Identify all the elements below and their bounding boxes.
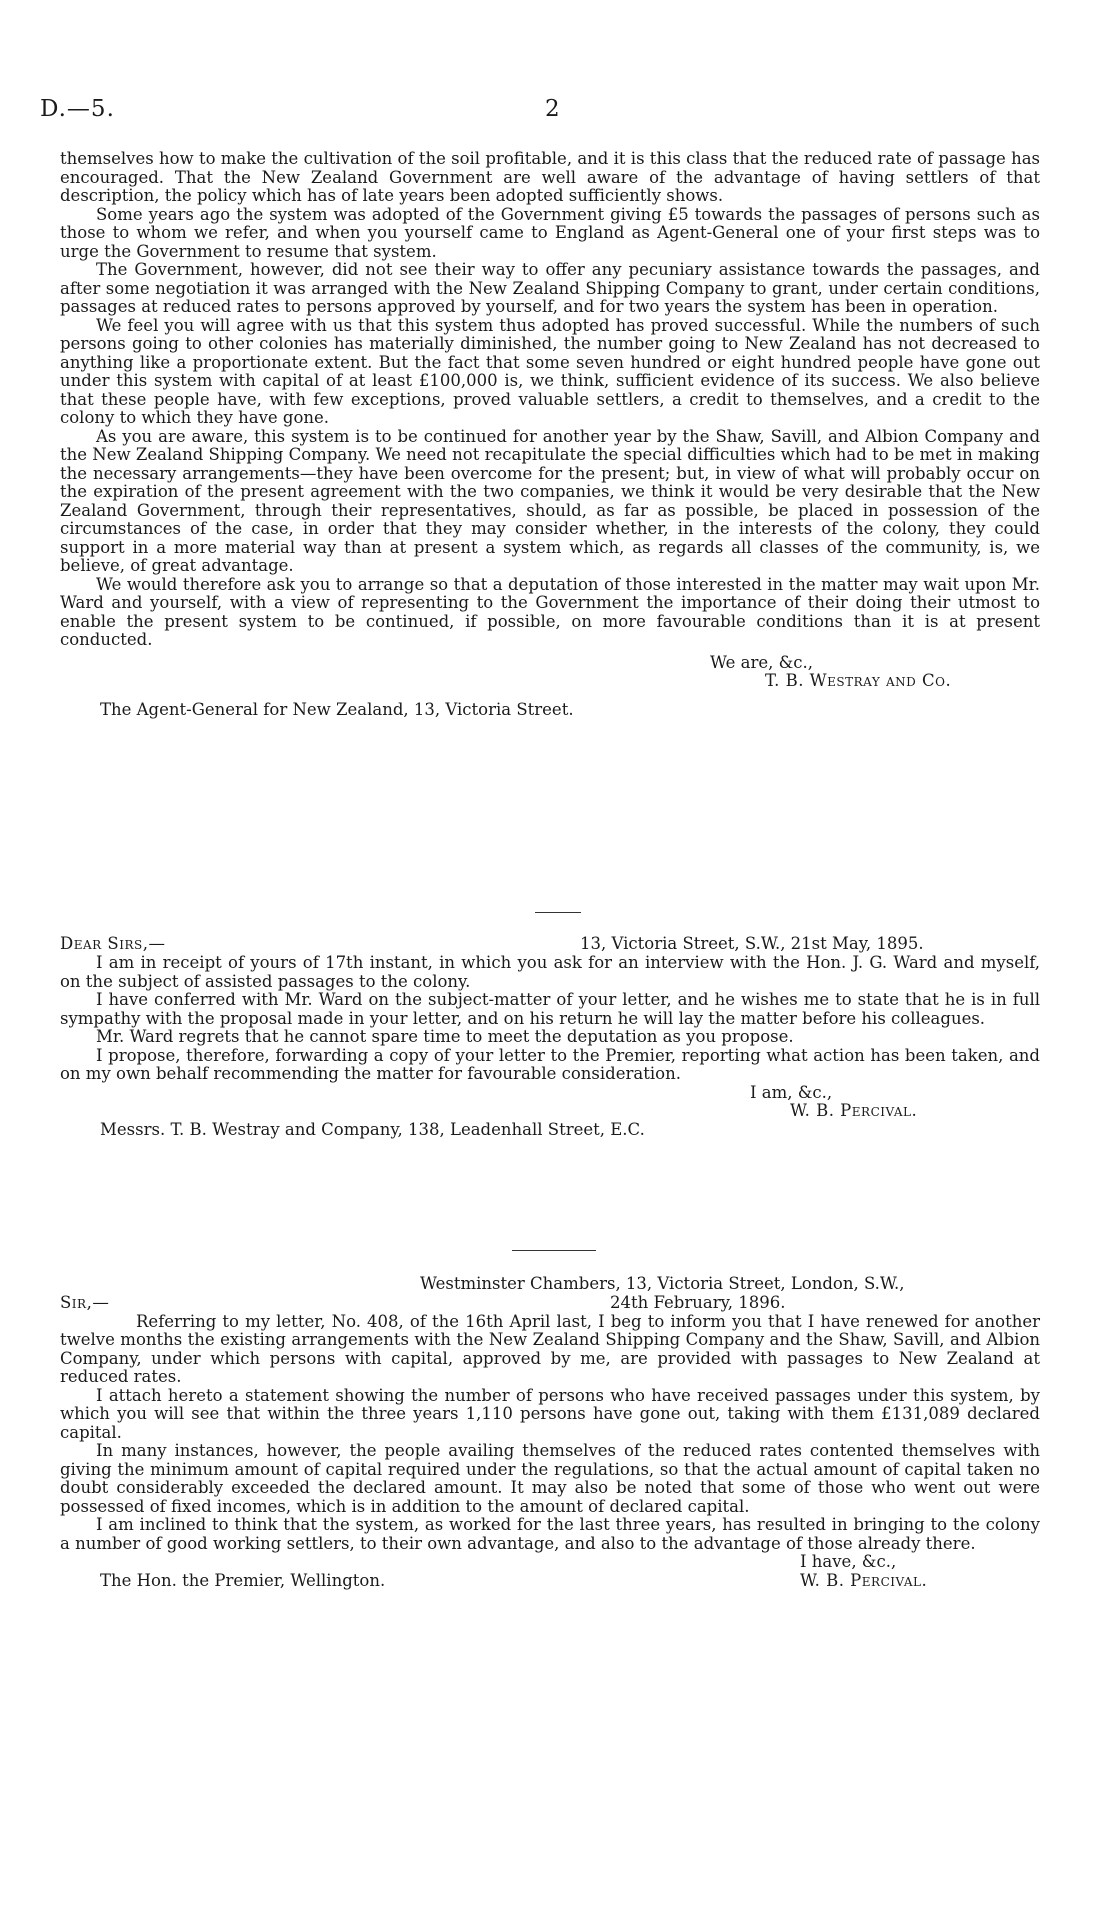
closing: We are, &c., [710,652,814,672]
paragraph: The Government, however, did not see their way to offer any pecuniary assistance towards the passages, and after some negotiation it was arranged with the New Zealand Shipping Company to grant, under certain conditions, passages at reduced rates to persons approved by yourself, and for two years the system has been in operation. [60,260,1040,316]
addressee: The Agent-General for New Zealand, 13, Victoria Street. [100,699,574,719]
paragraph: I propose, therefore, forwarding a copy of your letter to the Premier, reporting what action has been taken, and on my own behalf recommending the matter for favourable consideration. [60,1045,1040,1083]
paragraph: Mr. Ward regrets that he cannot spare time to meet the deputation as you propose. [96,1027,794,1046]
closing: I have, &c., [800,1552,897,1571]
dateline: 13, Victoria Street, S.W., 21st May, 1895. [580,934,924,953]
paragraph: We would therefore ask you to arrange so that a deputation of those interested in the matter may wait upon Mr. Ward and yourself, with a view of representing to the Government the importance of their doing their utmost to enable the present system to be continued, if possible, on more favourable conditions than it is at present conducted. [60,574,1040,649]
signature: W. B. Percival. [800,1570,928,1590]
divider [535,912,581,913]
divider [512,1250,596,1251]
paragraph: I am in receipt of yours of 17th instant, in which you ask for an interview with the Hon. J. G. Ward and myself, on the subject of assisted passages to the colony. [60,953,1040,991]
addressee: The Hon. the Premier, Wellington. [100,1570,386,1590]
salutation: Sir,— [60,1292,110,1312]
letter-percival-1895 [60,935,1040,1139]
page-header [40,96,1074,130]
paragraph: As you are aware, this system is to be continued for another year by the Shaw, Savill, and Albion Company and the New Zealand Shipping Company. We need not recapitulate the special difficulties which had to be met in making the necessary arrangements—they have been overcome for the present; but, in view of what will probably occur on the expiration of the present agreement with the two companies, we think it would be very desirable that the New Zealand Government, through their representatives, should, as far as possible, be placed in possession of the circumstances of the case, in order that they may consider whether, in the interests of the colony, they could support in a more material way than at present a system which, as regards all classes of the community, is, we believe, of great advantage. [60,426,1040,575]
paragraph: Referring to my letter, No. 408, of the 16th April last, I beg to inform you that I have renewed for another twelve months the existing arrangements with the New Zealand Shipping Company and the Shaw, Savill, and Albion Company, under which persons with capital, approved by me, are provided with passages to New Zealand at reduced rates. [60,1311,1040,1386]
dateline: 24th February, 1896. [610,1292,786,1312]
address: Westminster Chambers, 13, Victoria Street, London, S.W., [420,1274,905,1293]
signature: W. B. Percival. [790,1101,918,1120]
signature: T. B. Westray and Co. [765,671,952,690]
page-number: 2 [545,96,560,122]
paragraph: I attach hereto a statement showing the number of persons who have received passages under this system, by which you will see that within the three years 1,110 persons have gone out, taking with them £131,089 declared capital. [60,1385,1040,1442]
closing: I am, &c., [750,1082,833,1102]
paragraph: In many instances, however, the people availing themselves of the reduced rates contented themselves with giving the minimum amount of capital required under the regulations, so that the actual amount of capital taken no doubt considerably exceeded the declared amount. It may also be noted that some of those who went out were possessed of fixed incomes, which is in addition to the amount of declared capital. [60,1441,1040,1516]
salutation: Dear Sirs,— [60,934,166,953]
letter-westray [60,150,1040,719]
paragraph: I am inclined to think that the system, as worked for the last three years, has resulted in bringing to the colony a number of good working settlers, to their own advantage, and also to the advantage of those already there. [60,1515,1040,1553]
addressee: Messrs. T. B. Westray and Company, 138, Leadenhall Street, E.C. [100,1119,645,1139]
paragraph: Some years ago the system was adopted of the Government giving £5 towards the passages of persons such as those to whom we refer, and when you yourself came to England as Agent-General one of your first steps was to urge the Government to resume that system. [60,204,1040,261]
paragraph: themselves how to make the cultivation of the soil profitable, and it is this class that the reduced rate of passage has encouraged. That the New Zealand Government are well aware of the advantage of having settlers of that description, the policy which has of late years been adopted sufficiently shows. [60,149,1040,205]
paragraph: We feel you will agree with us that this system thus adopted has proved successful. While the numbers of such persons going to other colonies has materially diminished, the number going to New Zealand has not decreased to anything like a proportionate extent. But the fact that some seven hundred or eight hundred people have gone out under this system with capital of at least £100,000 is, we think, sufficient evidence of its success. We also believe that these people have, with few exceptions, proved valuable settlers, a credit to themselves, and a credit to the colony to which they have gone. [60,315,1040,427]
document-reference: D.—5. [40,96,115,122]
paragraph: I have conferred with Mr. Ward on the subject-matter of your letter, and he wishes me to state that he is in full sympathy with the proposal made in your letter, and on his return he will lay the matter before his colleagues. [60,990,1040,1028]
letter-percival-1896 [60,1275,1040,1591]
